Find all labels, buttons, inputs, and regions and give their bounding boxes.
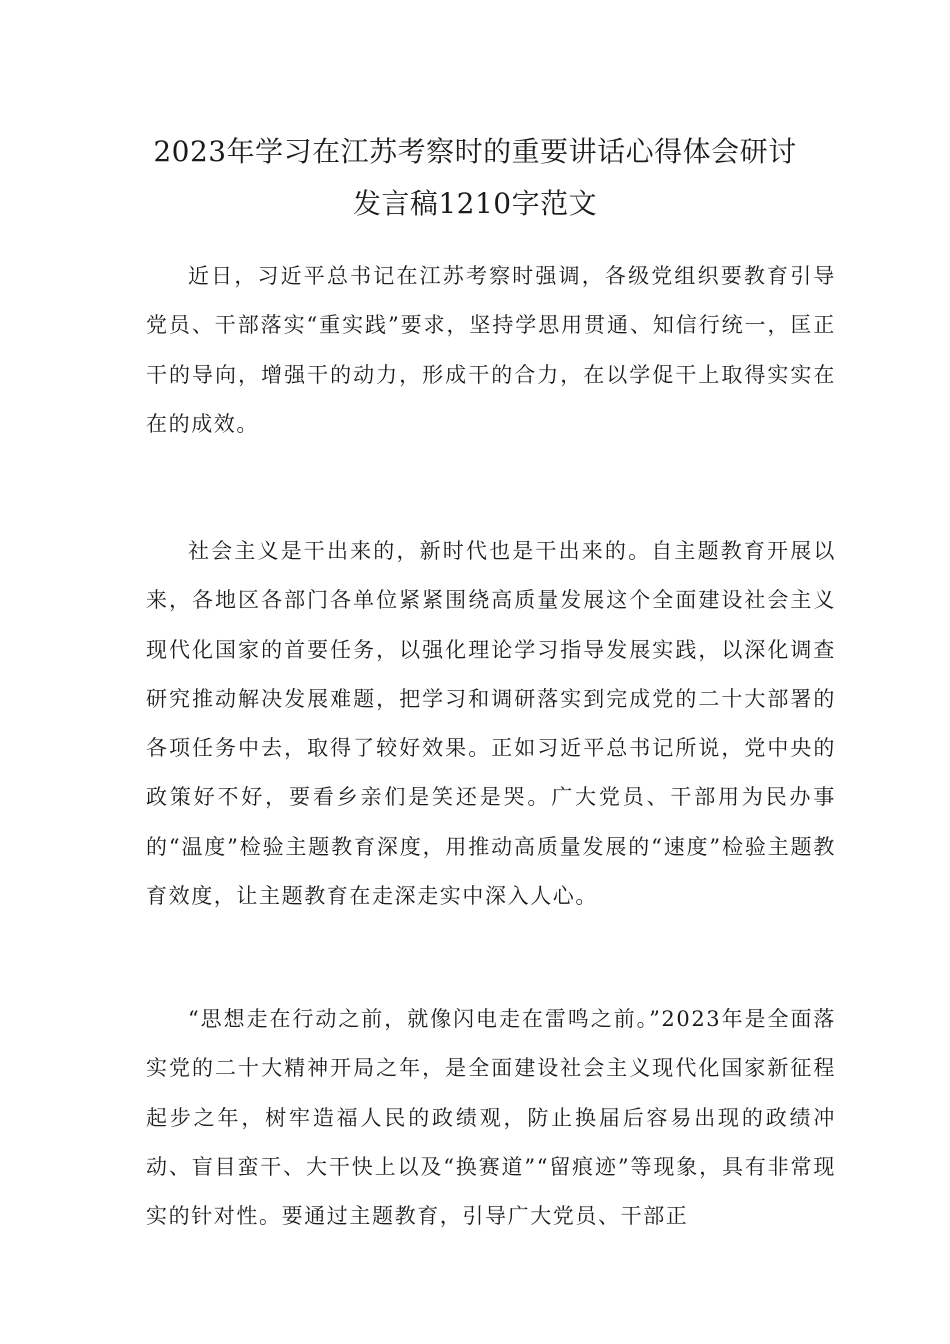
paragraph-3: “思想走在行动之前，就像闪电走在雷鸣之前。”2023年是全面落实党的二十大精神开局之年，是全面建设社会主义现代化国家新征程起步之年，树牢造福人民的政绩观，防止换届后容易出现的政绩冲动、盲目蛮干、大干快上以及“换赛道”“留痕迹”等现象，具有非常现实的针对性。要通过主题教育，引导广大党员、干部正 [146, 1007, 836, 1229]
paragraph-1: 近日，习近平总书记在江苏考察时强调，各级党组织要教育引导党员、干部落实“重实践”要求，坚持学思用贯通、知信行统一，匡正干的导向，增强干的动力，形成干的合力，在以学促干上取得实实在在的成效。 [146, 264, 836, 436]
document-title-line-1: 2023年学习在江苏考察时的重要讲话心得体会研讨 [153, 135, 797, 168]
document-title-line-2: 发言稿1210字范文 [352, 187, 598, 220]
paragraph-2: 社会主义是干出来的，新时代也是干出来的。自主题教育开展以来，各地区各部门各单位紧紧围绕高质量发展这个全面建设社会主义现代化国家的首要任务，以强化理论学习指导发展实践，以深化调查研究推动解决发展难题，把学习和调研落实到完成党的二十大部署的各项任务中去，取得了较好效果。正如习近平总书记所说，党中央的政策好不好，要看乡亲们是笑还是哭。广大党员、干部用为民办事的“温度”检验主题教育深度，用推动高质量发展的“速度”检验主题教育效度，让主题教育在走深走实中深入人心。 [146, 539, 836, 909]
